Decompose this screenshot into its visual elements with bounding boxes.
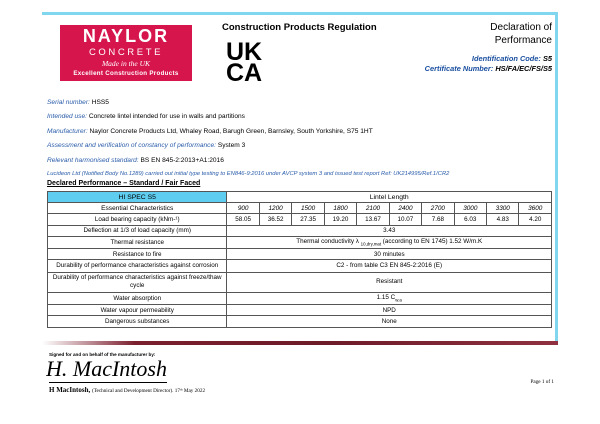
lintel-length-cell-5: 2400 xyxy=(389,203,421,214)
declaration-title-line2: Performance xyxy=(494,34,552,46)
top-rule xyxy=(42,12,558,15)
characteristic-value-8: None xyxy=(227,316,552,327)
declaration-title-line1: Declaration of xyxy=(490,22,552,33)
avcp-label: Assessment and verification of constancy of performance: xyxy=(47,142,216,150)
certificate-number-label: Certificate Number: xyxy=(424,63,494,73)
standard-value: BS EN 845-2:2013+A1:2016 xyxy=(140,156,224,164)
characteristic-value-6: 1.15 $C_{w.a}$ xyxy=(227,292,552,304)
characteristic-value-4: C2 - from table C3 EN 845-2:2016 (E) xyxy=(227,260,552,272)
characteristic-label-5: Durability of performance characteristics against freeze/thaw cycle xyxy=(48,272,227,292)
table-row xyxy=(48,272,552,292)
table-row xyxy=(48,249,552,260)
characteristic-value-7: NPD xyxy=(227,305,552,316)
logo-line-naylor: NAYLOR xyxy=(82,26,170,46)
serial-number-value: HSS5 xyxy=(91,99,109,106)
certificate-number-value: HS/FA/EC/FS/S5 xyxy=(495,63,552,73)
lintel-length-cell-4: 2100 xyxy=(357,203,389,214)
signature-image: H. MacIntosh xyxy=(46,356,167,381)
table-row xyxy=(48,305,552,316)
table-header-row-lengths xyxy=(48,203,552,214)
characteristic-value-0-1: 36.52 xyxy=(259,214,291,225)
standard-label: Relevant harmonised standard: xyxy=(47,156,139,164)
characteristic-label-4: Durability of performance characteristics against corrosion xyxy=(48,260,227,272)
intended-use-label: Intended use: xyxy=(47,113,87,121)
characteristic-value-0-7: 6.03 xyxy=(454,214,486,225)
metadata-block xyxy=(47,99,557,177)
table-row xyxy=(48,236,552,248)
declared-performance-table xyxy=(47,191,552,328)
logo-line-concrete: CONCRETE xyxy=(88,47,164,58)
signer-role: (Technical and Development Director). 17ᵗʰ May 2022 xyxy=(91,388,206,394)
table-row xyxy=(48,225,552,236)
manufacturer-line xyxy=(47,128,557,136)
signer-name: H MacIntosh, xyxy=(49,386,91,394)
lintel-length-cell-7: 3000 xyxy=(454,203,486,214)
lintel-length-cell-2: 1500 xyxy=(292,203,324,214)
intended-use-line xyxy=(47,113,557,121)
ukca-mark-icon xyxy=(226,38,263,87)
characteristic-label-0: Load bearing capacity (kNm-¹) xyxy=(48,214,227,225)
avcp-line xyxy=(47,142,557,150)
characteristic-value-0-2: 27.35 xyxy=(292,214,324,225)
naylor-concrete-logo xyxy=(60,25,192,81)
characteristic-value-1: 3.43 xyxy=(227,225,552,236)
lintel-length-cell-9: 3600 xyxy=(519,203,552,214)
manufacturer-label: Manufacturer: xyxy=(47,127,88,135)
characteristic-value-0-9: 4.20 xyxy=(519,214,552,225)
serial-number-line xyxy=(47,99,557,107)
lintel-length-cell-1: 1200 xyxy=(259,203,291,214)
table-row xyxy=(48,316,552,327)
intended-use-value: Concrete lintel intended for use in walls and partitions xyxy=(88,113,245,121)
identification-block xyxy=(425,54,552,73)
characteristic-value-0-5: 10.07 xyxy=(389,214,421,225)
identification-code-value: S5 xyxy=(542,54,552,63)
right-rule xyxy=(555,12,558,342)
ukca-line-uk: UK xyxy=(226,38,263,66)
lintel-length-cell-8: 3300 xyxy=(487,203,519,214)
characteristic-value-0-6: 7.68 xyxy=(422,214,454,225)
ukca-line-ca: CA xyxy=(226,59,263,87)
characteristic-value-0-4: 13.67 xyxy=(357,214,389,225)
characteristic-value-2: Thermal conductivity λ $_{10,dry,mat}$ (according to EN 1745) 1.52 W/m.K xyxy=(227,236,552,248)
spec-header-cell: HI SPEC S5 xyxy=(48,192,227,203)
avcp-value: System 3 xyxy=(217,142,246,150)
signature-rule xyxy=(49,382,167,383)
characteristic-label-1: Deflection at 1/3 of load capacity (mm) xyxy=(48,225,227,236)
table-row xyxy=(48,214,552,225)
logo-line-made-in-uk: Made in the UK xyxy=(101,59,151,68)
lintel-length-cell-6: 2700 xyxy=(422,203,454,214)
signer-block xyxy=(49,386,205,394)
table-row xyxy=(48,292,552,304)
declaration-title xyxy=(490,22,552,47)
characteristic-value-5: Resistant xyxy=(227,272,552,292)
lintel-length-cell-0: 900 xyxy=(227,203,259,214)
characteristic-value-0-8: 4.83 xyxy=(487,214,519,225)
declared-performance-heading: Declared Performance – Standard / Fair Faced xyxy=(47,180,201,187)
standard-line xyxy=(47,157,557,165)
table-row xyxy=(48,260,552,272)
bottom-rule xyxy=(42,341,558,345)
characteristic-label-6: Water absorption xyxy=(48,292,227,304)
certificate-number-row xyxy=(425,64,552,74)
logo-line-tagline: Excellent Construction Products xyxy=(73,70,179,77)
characteristic-label-2: Thermal resistance xyxy=(48,236,227,248)
manufacturer-value: Naylor Concrete Products Ltd, Whaley Road, Barugh Green, Barnsley, South Yorkshire, S75 1HT xyxy=(89,127,373,135)
table-header-row-spec xyxy=(48,192,552,203)
identification-code-label: Identification Code: xyxy=(471,54,541,63)
characteristic-value-0-0: 58.05 xyxy=(227,214,259,225)
lintel-length-cell-3: 1800 xyxy=(324,203,356,214)
identification-code-row xyxy=(425,54,552,64)
essential-characteristics-header-cell: Essential Characteristics xyxy=(48,203,227,214)
characteristic-label-7: Water vapour permeability xyxy=(48,305,227,316)
characteristic-label-3: Resistance to fire xyxy=(48,249,227,260)
serial-number-label: Serial number: xyxy=(47,99,90,106)
page-number: Page 1 of 1 xyxy=(530,379,554,385)
characteristic-label-8: Dangerous substances xyxy=(48,316,227,327)
notified-body-note: Lucideon Ltd (Notified Body No.1289) carried out initial type testing to EN846-9:2016 under AVCP system 3 and issued test report Ref: UK214995/Ref.1/CR2 xyxy=(47,170,450,177)
characteristic-value-0-3: 19.20 xyxy=(324,214,356,225)
characteristic-value-3: 30 minutes xyxy=(227,249,552,260)
lintel-length-header-cell: Lintel Length xyxy=(227,192,552,203)
page-title: Construction Products Regulation xyxy=(222,22,377,33)
signed-label: Signed for and on behalf of the manufacturer by: xyxy=(49,352,156,357)
